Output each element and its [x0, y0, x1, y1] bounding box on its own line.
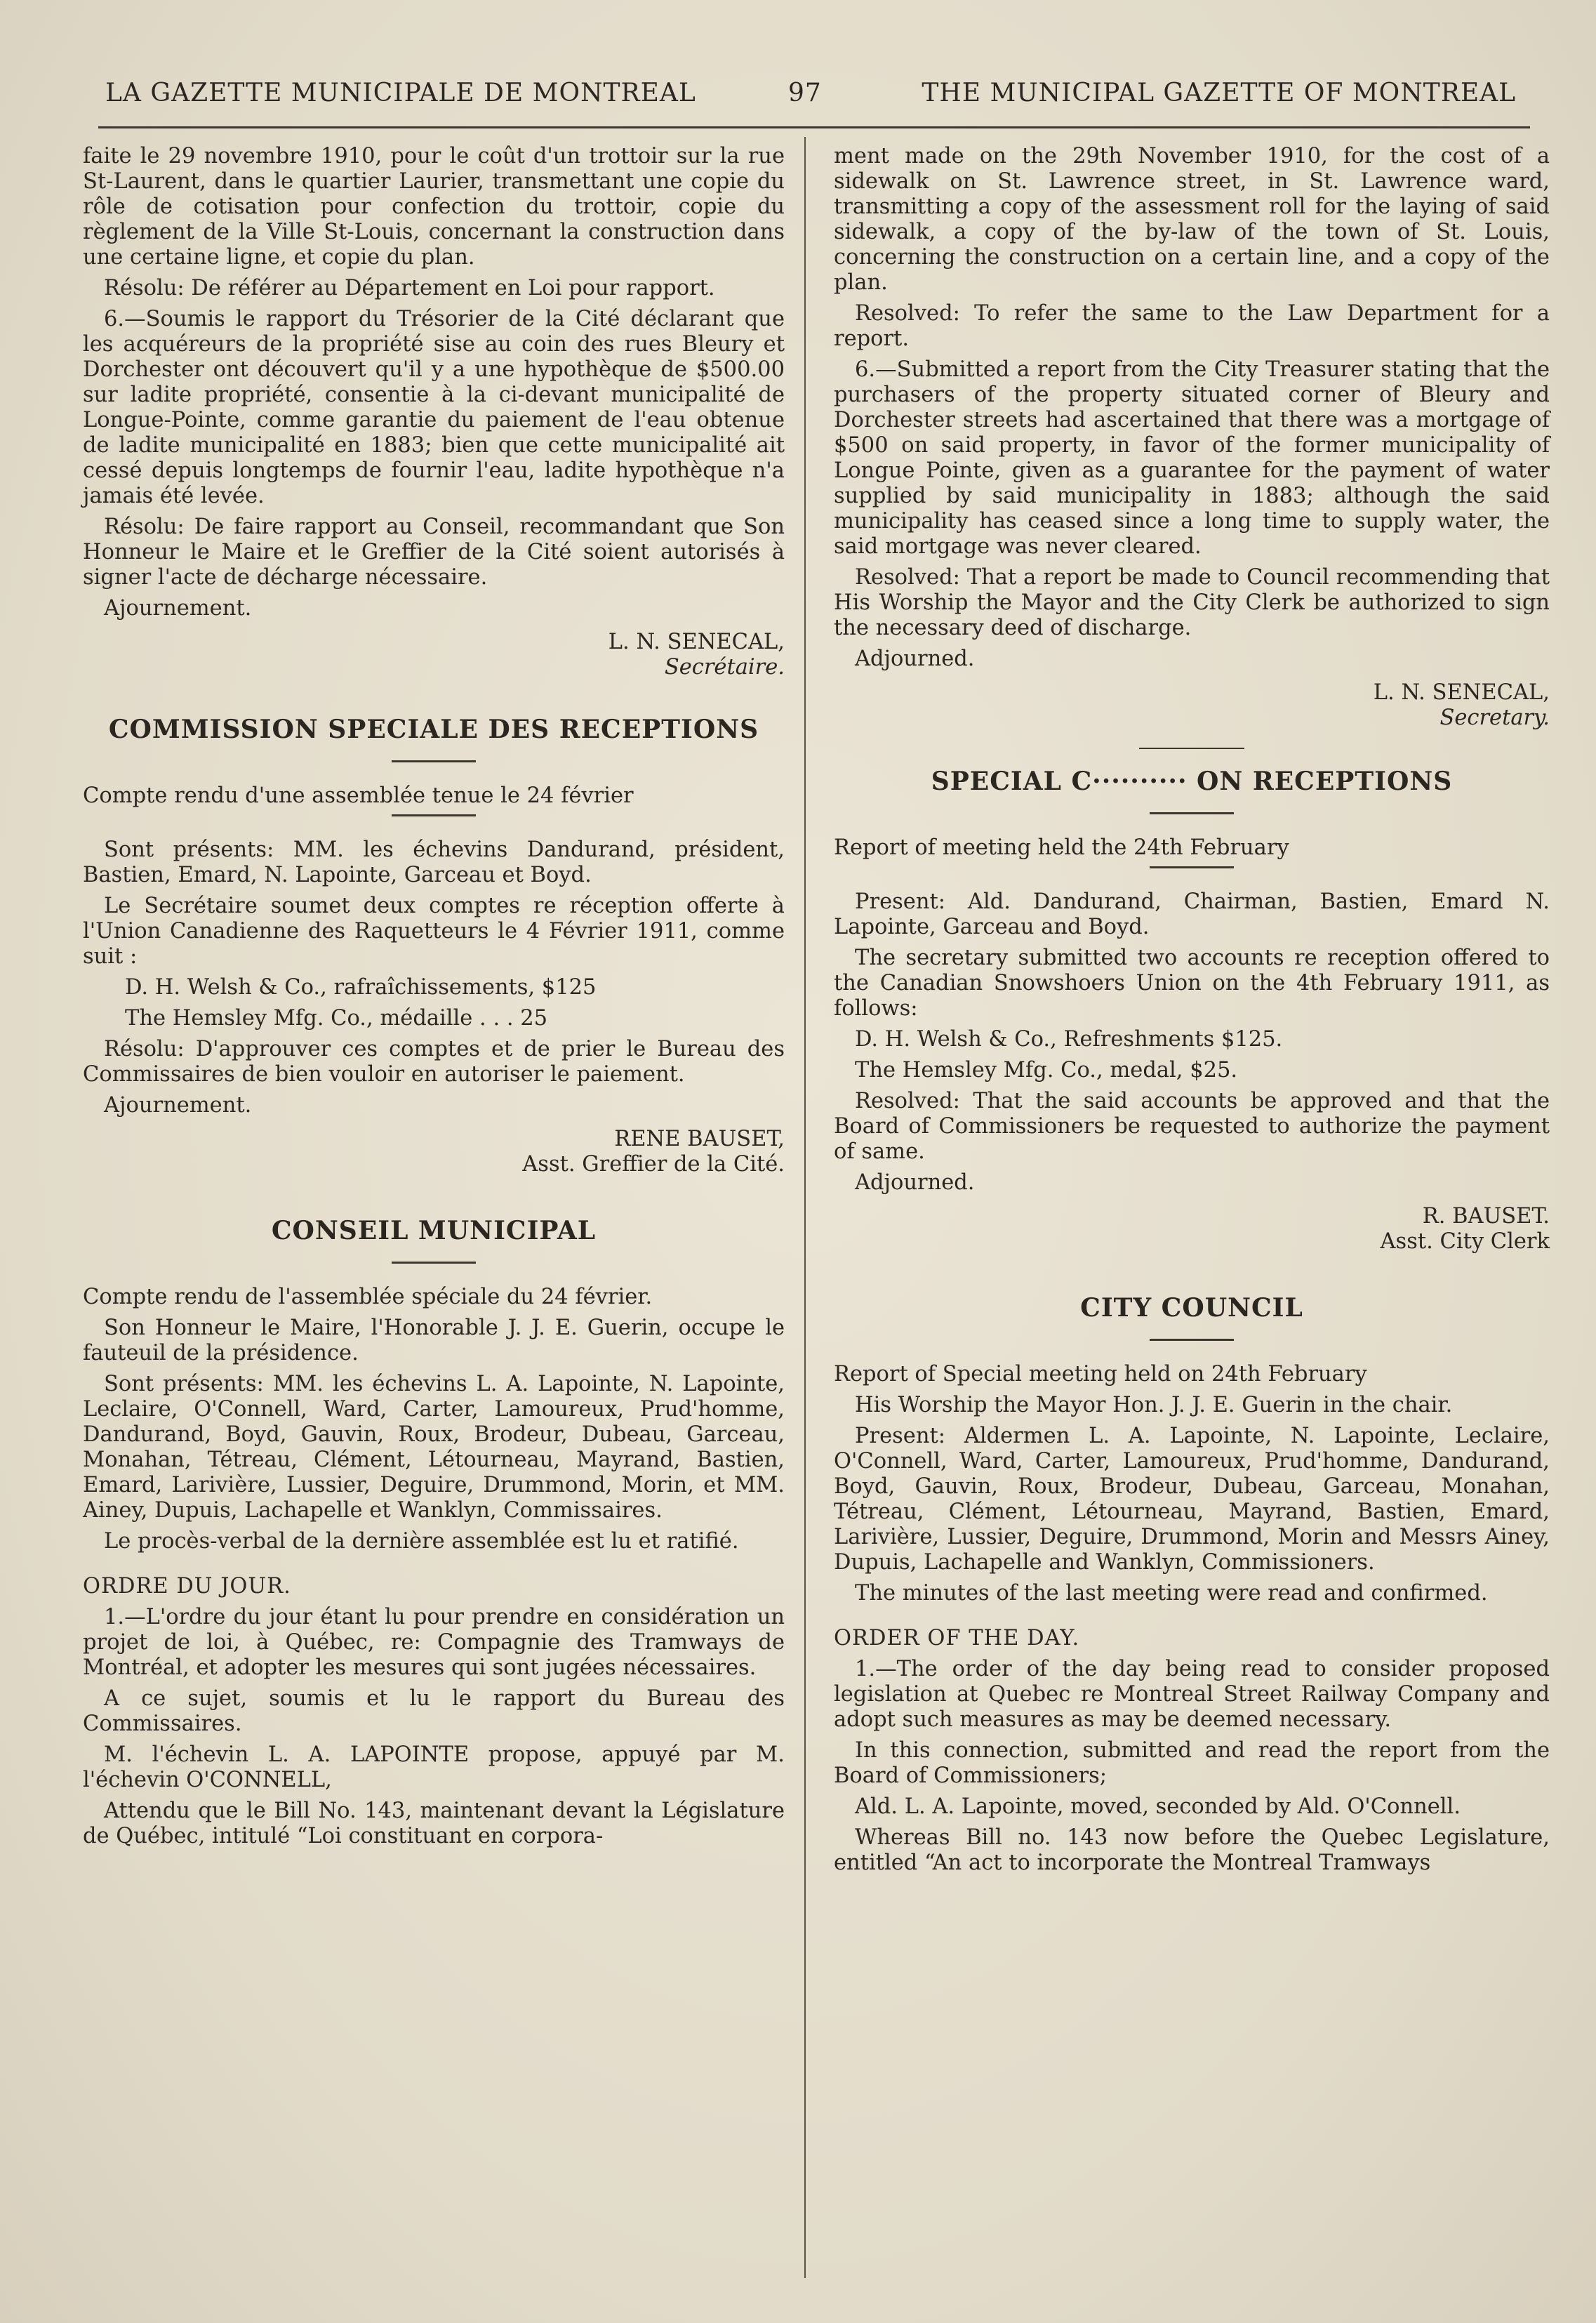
section-rule — [1139, 748, 1244, 749]
section-title: CONSEIL MUNICIPAL — [271, 1216, 597, 1245]
header-rule — [98, 126, 1530, 128]
paragraph: ment made on the 29th November 1910, for the cost of a sidewalk on St. Lawrence street, in St. Lawrence ward, transmitting a copy of the assessment roll for the laying of said sidewalk, a copy of the by-law of the town of St. Louis, concerning the construction on a certain line, and a copy of the plan. — [834, 144, 1550, 295]
page-number: 97 — [788, 79, 822, 107]
paragraph: Le Secrétaire soumet deux comptes re réception offerte à l'Union Canadienne des Raquetteurs le 4 Février 1911, comme suit : — [83, 894, 785, 969]
account-item: The Hemsley Mfg. Co., medal, $25. — [855, 1058, 1238, 1083]
account-item: D. H. Welsh & Co., rafraîchissements, $125 — [125, 975, 597, 1000]
paragraph: In this connection, submitted and read the report from the Board of Commissioners; — [834, 1738, 1550, 1788]
order-heading: ORDER OF THE DAY. — [834, 1626, 1080, 1650]
paragraph: The minutes of the last meeting were read and confirmed. — [855, 1581, 1488, 1606]
section-subtitle: Compte rendu de l'assemblée spéciale du 24 février. — [83, 1285, 653, 1309]
paragraph: Résolu: De faire rapport au Conseil, recommandant que Son Honneur le Maire et le Greffier de la Cité soient autorisés à signer l'acte de décharge nécessaire. — [83, 515, 785, 590]
signature-title: Asst. City Clerk — [1380, 1229, 1550, 1254]
section-title: CITY COUNCIL — [1080, 1293, 1303, 1323]
paragraph: 1.—The order of the day being read to consider proposed legislation at Quebec re Montreal Street Railway Company and adopt such measures as may be deemed necessary. — [834, 1657, 1550, 1732]
section-rule — [392, 814, 476, 816]
signature-name: L. N. SENECAL, — [1373, 680, 1550, 705]
paragraph: faite le 29 novembre 1910, pour le coût d'un trottoir sur la rue St-Laurent, dans le quartier Laurier, transmettant une copie du rôle de cotisation pour confection du trottoir, copie du règlement de la Ville St-Louis, concernant la construction dans une certaine ligne, et copie du plan. — [83, 144, 785, 270]
section-title: SPECIAL C·········· ON RECEPTIONS — [931, 767, 1453, 796]
paragraph: M. l'échevin L. A. LAPOINTE propose, appuyé par M. l'échevin O'CONNELL, — [83, 1742, 785, 1792]
paragraph: Adjourned. — [855, 1170, 975, 1195]
section-rule — [1150, 866, 1234, 868]
signature-name: RENE BAUSET, — [614, 1127, 785, 1151]
paragraph: Adjourned. — [855, 647, 975, 671]
section-title: COMMISSION SPECIALE DES RECEPTIONS — [108, 715, 759, 744]
header-english-title: THE MUNICIPAL GAZETTE OF MONTREAL — [922, 79, 1516, 107]
english-column — [834, 144, 1550, 1881]
paragraph: Ald. L. A. Lapointe, moved, seconded by Ald. O'Connell. — [855, 1794, 1461, 1819]
paragraph: Resolved: That a report be made to Council recommending that His Worship the Mayor and the City Clerk be authorized to sign the necessary deed of discharge. — [834, 565, 1550, 640]
paragraph: Ajournement. — [104, 596, 252, 621]
paragraph: Resolved: That the said accounts be approved and that the Board of Commissioners be requested to authorize the payment of same. — [834, 1089, 1550, 1164]
paragraph: Sont présents: MM. les échevins L. A. Lapointe, N. Lapointe, Leclaire, O'Connell, Ward, Carter, Lamoureux, Prud'homme, Dandurand, Boyd, Gauvin, Roux, Brodeur, Dubeau, Garceau, Monahan, Tétreau, Clément, Létourneau, Mayrand, Bastien, Emard, Larivière, Lussier, Deguire, Drummond, Morin, et MM. Ainey, Dupuis, Lachapelle et Wanklyn, Commissaires. — [83, 1372, 785, 1523]
signature-title: Secrétaire. — [664, 655, 785, 680]
paragraph: A ce sujet, soumis et lu le rapport du Bureau des Commissaires. — [83, 1686, 785, 1736]
paragraph: Son Honneur le Maire, l'Honorable J. J. E. Guerin, occupe le fauteuil de la présidence. — [83, 1316, 785, 1365]
french-column — [83, 144, 785, 1855]
paragraph: The secretary submitted two accounts re reception offered to the Canadian Snowshoers Union on the 4th February 1911, as follows: — [834, 946, 1550, 1021]
order-heading: ORDRE DU JOUR. — [83, 1574, 291, 1599]
header-french-title: LA GAZETTE MUNICIPALE DE MONTREAL — [105, 79, 696, 107]
paragraph: 6.—Submitted a report from the City Treasurer stating that the purchasers of the property situated corner of Bleury and Dorchester streets had ascertained that there was a mortgage of $500 on said property, in favor of the former municipality of Longue Pointe, given as a guarantee for the payment of water supplied by said municipality in 1883; although the said municipality has ceased since a long time to supply water, the said mortgage was never cleared. — [834, 357, 1550, 559]
paragraph: Sont présents: MM. les échevins Dandurand, président, Bastien, Emard, N. Lapointe, Garceau et Boyd. — [83, 838, 785, 887]
account-item: The Hemsley Mfg. Co., médaille . . . 25 — [125, 1006, 548, 1031]
signature-title: Asst. Greffier de la Cité. — [522, 1152, 785, 1177]
section-rule — [1150, 1339, 1234, 1341]
section-subtitle: Report of Special meeting held on 24th February — [834, 1362, 1367, 1386]
paragraph: Whereas Bill no. 143 now before the Quebec Legislature, entitled “An act to incorporate the Montreal Tramways — [834, 1825, 1550, 1875]
running-header — [98, 79, 1516, 121]
section-rule — [392, 760, 476, 762]
section-subtitle: Compte rendu d'une assemblée tenue le 24 février — [83, 783, 634, 808]
paragraph: Résolu: De référer au Département en Loi pour rapport. — [104, 276, 715, 300]
signature-name: L. N. SENECAL, — [608, 630, 785, 654]
section-rule — [392, 1262, 476, 1264]
paragraph: 1.—L'ordre du jour étant lu pour prendre en considération un projet de loi, à Québec, re: Compagnie des Tramways de Montréal, et adopter les mesures qui sont jugées nécessaires. — [83, 1605, 785, 1680]
paragraph: Ajournement. — [104, 1093, 252, 1118]
paragraph: Le procès-verbal de la dernière assemblée est lu et ratifié. — [104, 1529, 739, 1554]
account-item: D. H. Welsh & Co., Refreshments $125. — [855, 1027, 1283, 1052]
signature-name: R. BAUSET. — [1422, 1204, 1550, 1229]
paragraph: Present: Aldermen L. A. Lapointe, N. Lapointe, Leclaire, O'Connell, Ward, Carter, Lamoureux, Prud'homme, Dandurand, Boyd, Gauvin, Roux, Brodeur, Dubeau, Garceau, Monahan, Tétreau, Clément, Létourneau, Mayrand, Bastien, Emard, Larivière, Lussier, Deguire, Drummond, Morin and Messrs Ainey, Dupuis, Lachapelle and Wanklyn, Commissioners. — [834, 1424, 1550, 1575]
paragraph: Resolved: To refer the same to the Law Department for a report. — [834, 301, 1550, 351]
section-subtitle: Report of meeting held the 24th February — [834, 835, 1289, 860]
paragraph: Résolu: D'approuver ces comptes et de prier le Bureau des Commissaires de bien vouloir en autoriser le paiement. — [83, 1037, 785, 1087]
paragraph: His Worship the Mayor Hon. J. J. E. Guerin in the chair. — [855, 1393, 1453, 1417]
column-divider — [804, 137, 806, 2278]
signature-title: Secretary. — [1439, 706, 1550, 730]
paragraph: Present: Ald. Dandurand, Chairman, Bastien, Emard N. Lapointe, Garceau and Boyd. — [834, 889, 1550, 939]
paragraph: 6.—Soumis le rapport du Trésorier de la Cité déclarant que les acquéreurs de la propriété sise au coin des rues Bleury et Dorchester ont découvert qu'il y a une hypothèque de $500.00 sur ladite propriété, consentie à la ci-devant municipalité de Longue-Pointe, comme garantie du paiement de l'eau obtenue de ladite municipalité en 1883; bien que cette municipalité ait cessé depuis longtemps de fournir l'eau, ladite hypothèque n'a jamais été levée. — [83, 307, 785, 508]
paragraph: Attendu que le Bill No. 143, maintenant devant la Législature de Québec, intitulé “Loi constituant en corpora- — [83, 1799, 785, 1848]
section-rule — [1150, 812, 1234, 814]
